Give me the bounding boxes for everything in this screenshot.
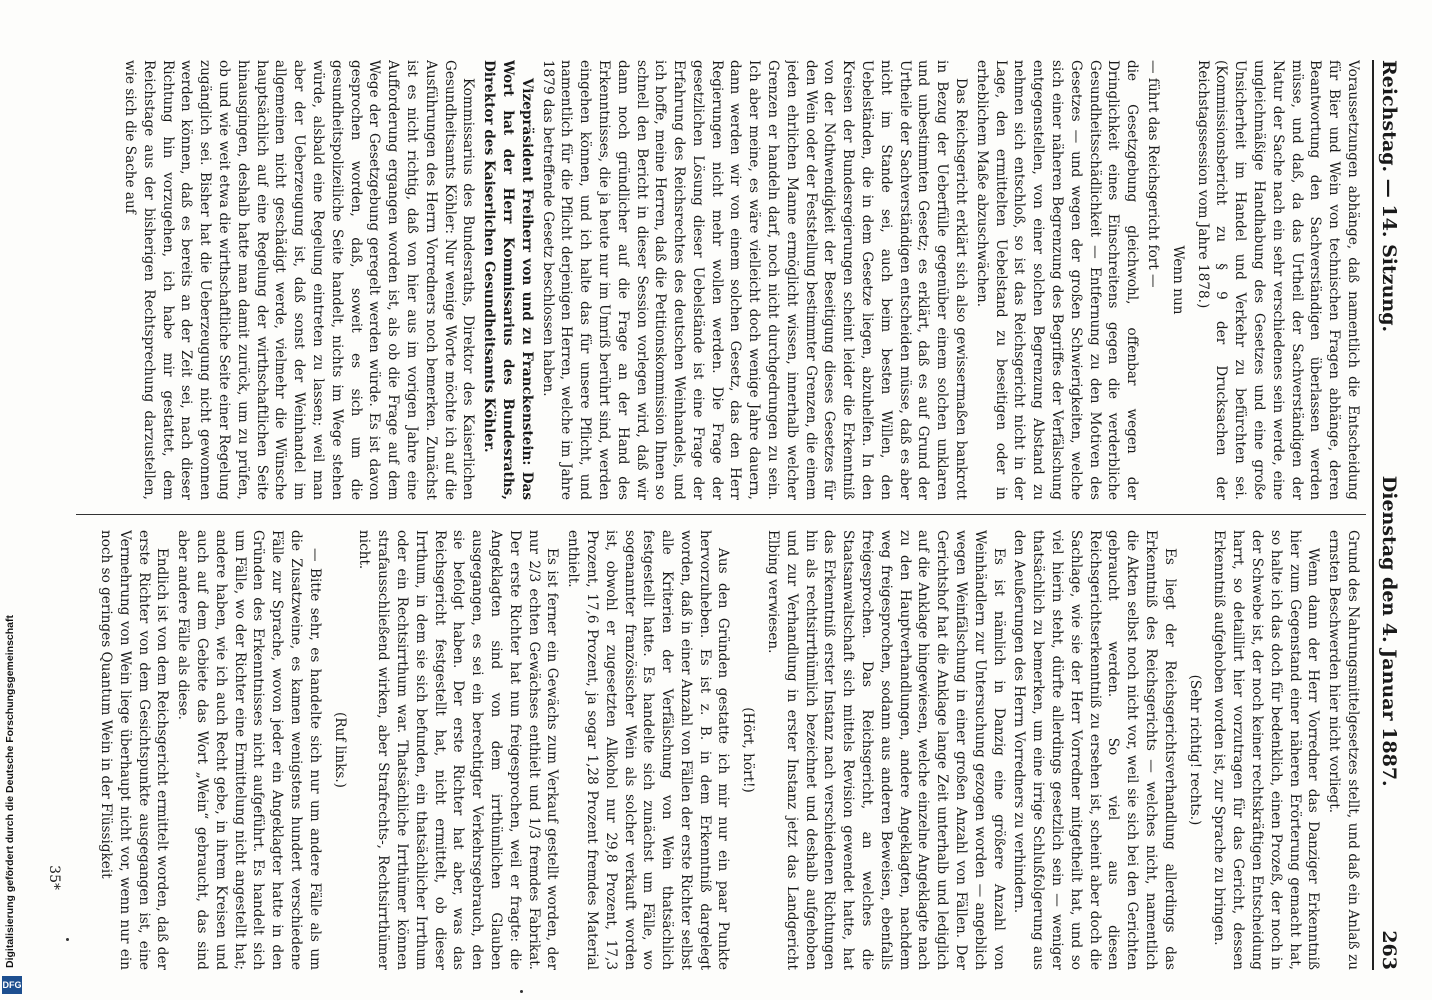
paragraph: Wenn nun xyxy=(1169,245,1186,315)
left-column xyxy=(82,60,1362,500)
dfg-logo-icon: DFG xyxy=(2,976,22,994)
paragraph: Es ist ferner ein Gewächs zum Verkauf gestellt worden, der nur 2/3 echten Gewächses enthielt und 1/3 fremdes Fabrikat. Der erste Richter hat nun freigesprochen, weil er fragte: die Angeklagten sind von dem irrthümlichen Glauben ausgegangen, es sei ein berechtigter Verkehrsgebrauch, den sie befolgt haben. Der erste Richter hat aber, was das Reichsgericht festgestellt hat, nicht ermittelt, ob dieser Irrthum, in dem sie sich befunden, ein thatsächlicher Irrthum oder ein Rechtsirrthum war. Thatsächliche Irrthümer können strafausschließend wirken, aber Strafrechts-, Rechtsirrthümer nicht. xyxy=(356,530,561,970)
paragraph: Aus den Gründen gestatte ich mir nur ein paar Punkte hervorzuheben. Es ist z. B. in dem Erkenntniß dargelegt worden, daß in einer Anzahl von Fällen der erste Richter selbst alle Kriterien der Verfälschung von Wein thatsächlich festgestellt hatte. Es handelte sich zunächst um Fälle, wo sogenannter französischer Wein als solcher verkauft worden ist, obwohl er zugesetzten Alkohol nur 29,8 Prozent, 17,3 Prozent, 17,6 Prozent, ja sogar 1,28 Prozent fremdes Material enthielt. xyxy=(565,530,732,970)
paragraph: Es liegt der Reichsgerichtsverhandlung allerdings das Erkenntniß des Reichsgerichts — welches nicht, namentlich die Akten selbst noch nicht vor, weil sie sich bei den Gerichten gebraucht werden. So viel aus diesen Reichsgerichtserkenntniß zu ersehen ist, scheint aber doch die Sachlage, wie sie der Herr Vorredner mitgetheilt hat, und so viel hierin steht, dürfte allerdings gesetzlich sein — weniger thatsächlich zu bemerken, um eine irrige Schlußfolgerung aus den Aeußerungen des Herrn Vorredners zu verhindern. xyxy=(1011,530,1178,970)
header-left: Reichstag. — 14. Sitzung. xyxy=(1378,60,1400,333)
interjection: (Ruf links.) xyxy=(331,712,348,788)
interjection: (Sehr richtig! rechts.) xyxy=(1186,674,1203,826)
scan-speck xyxy=(66,938,69,941)
column-divider xyxy=(76,514,1366,515)
paragraph: Endlich ist von dem Reichsgericht ermittelt worden, daß der erste Richter von dem Gesichtspunkte ausgegangen ist, eine Vermehrung von Wein liege überhaupt nicht vor, wenn nur ein noch so geringes Quantum Wein in der Flüssigkeit xyxy=(98,530,171,970)
paragraph: die Gesetzgebung gleichwohl, offenbar wegen der Dringlichkeit eines Einschreitens gegen die verderbliche Gesundheitsschädlichkeit — Entfernung zu den Motiven des Gesetzes — und wegen der großen Schwierigkeiten, welche sich einer näheren Begrenzung des Begriffes der Verfälschung entgegenstellen, von einer solchen Begrenzung Abstand zu nehmen sich entschloß, so ist das Reichsgericht nicht in der Lage, den ermittelten Uebelstand zu beseitigen oder in erheblichem Maße abzuschwächen. xyxy=(973,60,1141,500)
interjection: (Hört, hört!) xyxy=(740,707,757,793)
right-column xyxy=(82,530,1362,970)
header-right: Dienstag den 4. Januar 1887. xyxy=(1378,475,1400,787)
paragraph: Kommissarius des Bundesraths, Direktor des Kaiserlichen Gesundheitsamts Köhler: Nur wenige Worte möchte ich auf die Ausführungen des Herrn Vorredners noch bemerken. Zunächst ist es nicht richtig, daß von hier aus im vorigen Jahre eine Aufforderung ergangen worden ist, als ob die Frage auf dem Wege der Gesetzgebung geregelt werden würde. Es ist davon gesprochen worden, daß, soweit es sich um die gesundheitspolizeiliche Seite handelt, nichts im Wege stehen würde, alsbald eine Regelung eintreten zu lassen; weil man aber der Ueberzeugung ist, daß sonst der Weinhandel im allgemeinen nicht geschädigt werde, vielmehr die Wünsche hauptsächlich auf eine Regelung der wirthschaftlichen Seite hinausgingen, deshalb hatte man damit zurück, um zu prüfen, ob und wie weit etwa die wirthschaftliche Seite einer Regelung zugänglich sei. Bisher hat die Ueberzeugung nicht gewonnen werden können, daß es bereits an der Zeit sei, nach dieser Richtung hin vorzugehen, ich habe mir gestattet, dem Reichstage aus der bisherigen Rechtsprechung darzustellen, wie sich die Sache auf xyxy=(122,60,477,500)
sheet-signature: 35* xyxy=(46,865,62,890)
paragraph: Wenn dann der Herr Vorredner das Danziger Erkenntniß hier zum Gegenstand einer näheren Erörterung gemacht hat, so halte ich das doch für bedenklich, einen Prozeß, der noch in der Schwebe ist, der noch keiner rechtskräftigen Entscheidung harrt, so detaillirt hier vorzutragen für das Gericht, dessen Erkenntniß aufgehoben worden ist, zur Sprache zu bringen. xyxy=(1211,530,1322,970)
paragraph: — führt das Reichsgericht fort — xyxy=(1145,60,1162,288)
paragraph: Das Reichsgericht erklärt sich also gewissermaßen bankrott in Bezug der Ueberfülle gegenüber einem solchen unklaren und unbestimmten Gesetz; es erklärt, daß es auf Grund der Urtheile der Sachverständigen entscheiden müsse, daß es aber nicht im Stande sei, auch beim besten Willen, den Uebelständen, die in dem Gesetze liegen, abzuhelfen. In den Kreisen der Bundesregierungen scheint leider die Erkenntniß von der Nothwendigkeit der Beseitigung dieses Gesetzes für den Wein oder der Feststellung bestimmter Grenzen, die einem jeden ehrlichen Manne ermöglicht wissen, innerhalb welcher Grenzen er handeln darf, noch nicht durchgedrungen zu sein. Ich aber meine, es wäre vielleicht doch wenige Jahre dauern, dann werden wir von einem solchen Gesetz, das den Herr Regierungen nicht mehr wollen werden. Die Frage der gesetzlichen Lösung dieser Uebelstände ist eine Frage der Erfahrung des Reichsrechtes des deutschen Weinhandels, und ich hoffe, meine Herren, daß die Petitionskommission Ihnen so schnell den Bericht in dieser Session vorlegen wird, daß wir dann noch gründlicher auf die Frage an der Hand des Erkenntnisses, die ja heute nur im Umriß berührt sind, werden eingehen können, und ich halte das für unsere Pflicht, und namentlich für die Pflicht derjenigen Herren, welche im Jahre 1879 das betreffende Gesetz beschlossen haben. xyxy=(539,60,970,500)
page-number: 263 xyxy=(1378,930,1400,970)
paragraph: Grund des Nahrungsmittelgesetzes stellt, und daß ein Anlaß zu ernsten Beschwerden hier nicht vorliegt. xyxy=(1326,530,1361,970)
dfg-funding-note: Digitalisierung gefördert durch die Deutsche Forschungsgemeinschaft xyxy=(4,615,16,968)
page-header xyxy=(1372,60,1404,970)
paragraph: — Bitte sehr, es handelte sich nur um andere Fälle als um die Zusatzweine, es kamen wenigstens hundert verschiedene Fälle zur Sprache, wovon jeder ein Angeklagter hatte in den Gründen des Erkenntnisses nicht aufgeführt. Es handelt sich um Fälle, wo der Richter eine Ermittelung nicht angestellt hat; andere haben, wie ich auch Recht gebe, in ihrem Kreisen und auch auf dem Gebiete das Wort „Wein“ gebraucht, das sind aber andere Fälle als diese. xyxy=(175,530,323,970)
dfg-strip xyxy=(0,0,26,1000)
paragraph: Es ist nämlich in Danzig eine größere Anzahl von Weinhändlern zur Untersuchung gezogen worden — angeblich wegen Weinfälschung in einer großen Anzahl von Fällen. Der Gerichtshof hat die Anklage lange Zeit unterhalb und lediglich auf die Anklage hingewiesen, welche einzelne Angeklagte nach zu den Hauptverhandlungen, andere Angeklagten, nachdem weg freigesprochen, sodann aus anderen Beweisen, ebenfalls freigesprochen. Das Reichsgericht, an welches die Staatsanwaltschaft sich mittels Revision gewendet hatte, hat das Erkenntniß erster Instanz nach verschiedenen Richtungen hin als rechtsirrthümlich bezeichnet und deshalb aufgehoben und zur Verhandlung in erster Instanz jetzt das Landgericht Elbing verwiesen. xyxy=(765,530,1007,970)
paragraph: Voraussetzungen abhänge, daß namentlich die Entscheidung für Bier und Wein von technischen Fragen abhänge, deren Beantwortung den Sachverständigen überlassen werden müsse, und daß, da das Urtheil der Sachverständigen der Natur der Sache nach ein sehr verschiedenes sein werde, eine ungleichmäßige Handhabung des Gesetzes und eine große Unsicherheit im Handel und Verkehr zu befürchten sei. (Kommissionsbericht zu § 9 der Drucksachen der Reichstagssession vom Jahre 1878.) xyxy=(1194,60,1361,500)
scan-speck xyxy=(520,990,523,993)
speaker-paragraph: Vizepräsident Freiherr von und zu Franckenstein: Das Wort hat der Herr Kommissarius des Bundesraths, Direktor des Kaiserlichen Gesundheitsamts Köhler. xyxy=(481,60,535,500)
